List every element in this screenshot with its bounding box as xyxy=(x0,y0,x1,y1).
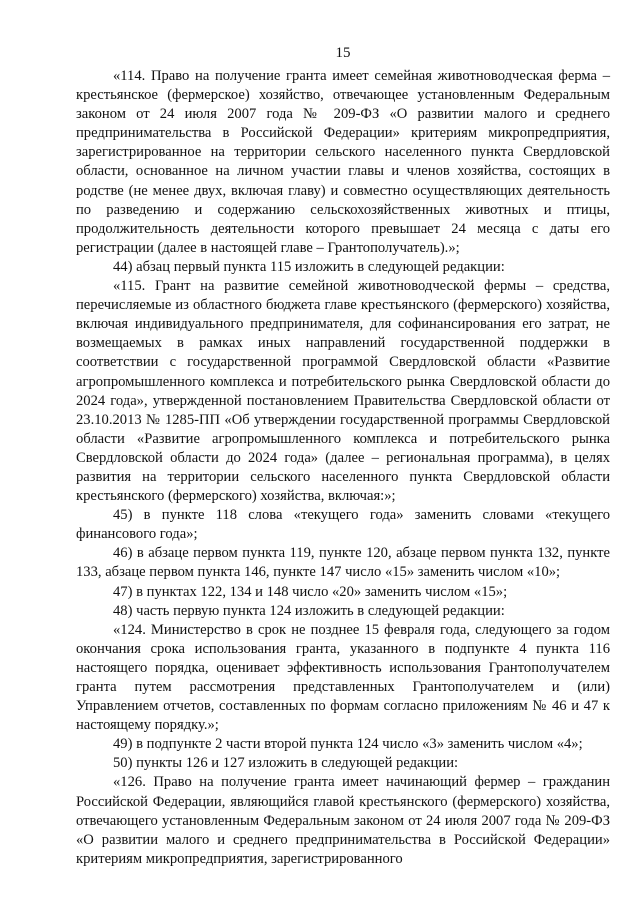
amendment-47: 47) в пунктах 122, 134 и 148 число «20» заменить числом «15»; xyxy=(113,583,508,600)
paragraph-124: «124. Министерство в срок не позднее 15 февраля года, следующего за годом окончания срока использования гранта, указанного в подпункте 4 пункта 116 настоящего порядка, оценивает эффективность использования Грантополучателем гранта путем рассмотрения представленных Грантополучателем и (или) Управлением отчетов, составленных по формам согласно приложениям № 46 и 47 к настоящему порядку.»; xyxy=(76,621,610,734)
page-number: 15 xyxy=(335,45,351,61)
amendment-44: 44) абзац первый пункта 115 изложить в следующей редакции: xyxy=(113,258,505,275)
paragraph-115: «115. Грант на развитие семейной животноводческой фермы – средства, перечисляемые из областного бюджета главе крестьянского (фермерского) хозяйства, включая индивидуального предпринимателя, для софинансирования его затрат, не возмещаемых в рамках иных направлений государственной поддержки в соответствии с государственной программой Свердловской области «Развитие агропромышленного комплекса и потребительского рынка Свердловской области до 2024 года», утвержденной постановлением Правительства Свердловской области от 23.10.2013 № 1285-ПП «Об утверждении государственной программы Свердловской области «Развитие агропромышленного комплекса и потребительского рынка Свердловской области до 2024 года» (далее – региональная программа), в целях развития на территории сельского населенного пункта Свердловской области крестьянского (фермерского) хозяйства, включая:»; xyxy=(76,278,610,505)
amendment-45: 45) в пункте 118 слова «текущего года» заменить словами «текущего финансового года»; xyxy=(76,507,610,543)
amendment-46: 46) в абзаце первом пункта 119, пункте 120, абзаце первом пункта 132, пункте 133, абзаце первом пункта 146, пункте 147 число «15» заменить числом «10»; xyxy=(76,545,610,581)
paragraph-114: «114. Право на получение гранта имеет семейная животноводческая ферма – крестьянское (фермерское) хозяйство, отвечающее установленным Федеральным законом от 24 июля 2007 года № 209-ФЗ «О развитии малого и среднего предпринимательства в Российской Федерации» критериям микропредприятия, зарегистрированное на территории сельского населенного пункта Свердловской области, основанное на личном участии главы и членов хозяйства, состоящих в родстве (не менее двух, включая главу) и совместно осуществляющих деятельность по разведению и содержанию сельскохозяйственных животных и птицы, продолжительность деятельности которого превышает 24 месяца с даты его регистрации (далее в настоящей главе – Грантополучатель).»; xyxy=(76,68,610,256)
document-body xyxy=(76,67,610,869)
amendment-50: 50) пункты 126 и 127 изложить в следующей редакции: xyxy=(113,755,459,772)
paragraph-126: «126. Право на получение гранта имеет начинающий фермер – гражданин Российской Федерации, являющийся главой крестьянского (фермерского) хозяйства, отвечающего установленным Федеральным законом от 24 июля 2007 года № 209-ФЗ «О развитии малого и среднего предпринимательства в Российской Федерации» критериям микропредприятия, зарегистрированного xyxy=(76,774,610,867)
amendment-48: 48) часть первую пункта 124 изложить в следующей редакции: xyxy=(113,602,505,619)
amendment-49: 49) в подпункте 2 части второй пункта 124 число «3» заменить числом «4»; xyxy=(113,736,583,753)
